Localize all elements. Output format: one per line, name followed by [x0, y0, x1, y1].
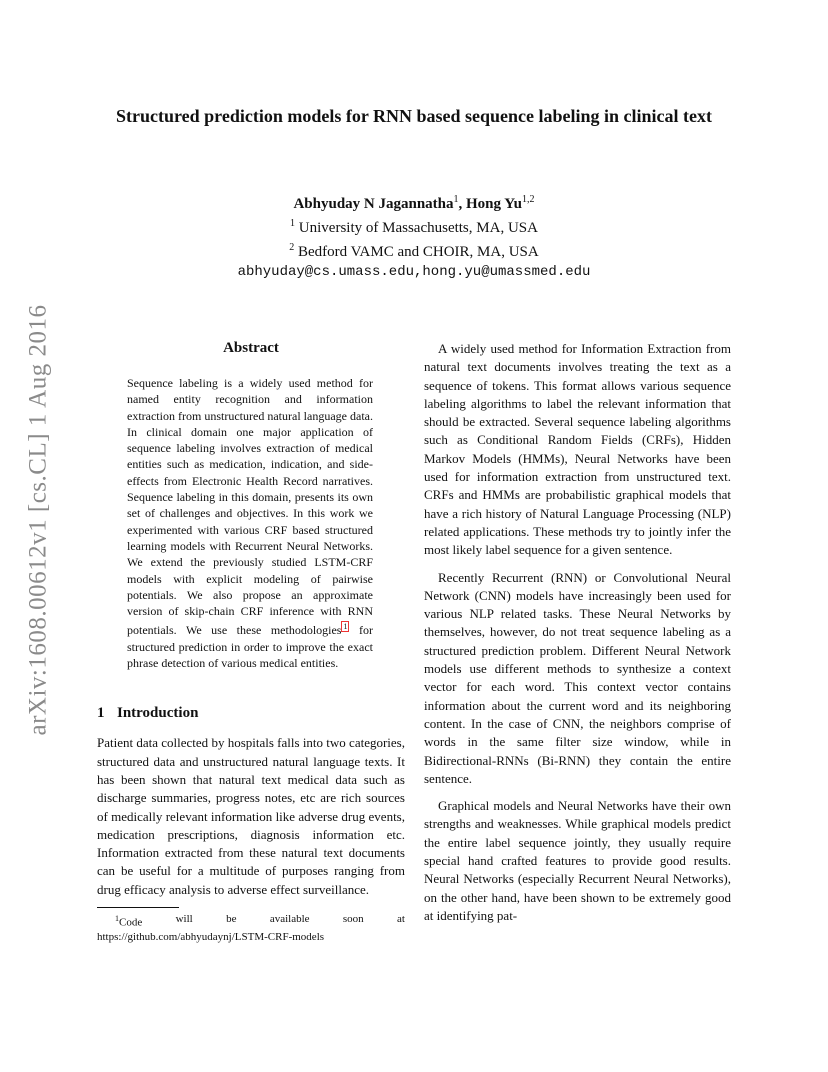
author-2: Hong Yu: [466, 196, 523, 212]
affiliation-1-mark: 1: [290, 218, 296, 229]
intro-paragraph-1: Patient data collected by hospitals falls into two categories, structured data and unstructured natural language texts. It has been shown that natural text medical data such as discharge summaries, progress notes, etc are rich sources of medically relevant information like adverse drug events, medication prescriptions, diagnosis information etc. Information extracted from these natural text documents can be useful for a multitude of purposes ranging from drug efficacy analysis to adverse effect surveillance.: [97, 735, 405, 897]
footnote-word-3: be: [226, 913, 237, 926]
footnote-word-6: at: [397, 913, 405, 926]
abstract-text-part2: for structured prediction in order to improve the exact phrase detection of various medical entities.: [127, 623, 373, 671]
footnote-line-1: [97, 912, 405, 930]
right-column: [424, 340, 731, 925]
footnote-word-1: $^1$Code: [115, 914, 143, 929]
paper-title: Structured prediction models for RNN based sequence labeling in clinical text: [116, 106, 712, 126]
footnote: [97, 912, 405, 944]
right-paragraph-1: A widely used method for Information Extraction from natural text documents involves treating the text as a sequence of tokens. This format allows various sequence labeling algorithms to label the relevant information that should be extracted. Several sequence labeling algorithms such as Conditional Random Fields (CRFs), Hidden Markov Models (HMMs), Neural Networks have been used for information extraction from unstructured text. CRFs and HMMs are probabilistic graphical models that have a rich history of Natural Language Processing (NLP) related applications. These methods try to jointly infer the most likely label sequence for a given sentence.: [424, 341, 731, 558]
section-number: 1: [97, 705, 105, 722]
affiliation-1-text: University of Massachusetts, MA, USA: [298, 220, 538, 236]
footnote-url[interactable]: https://github.com/abhyudaynj/LSTM-CRF-models: [97, 930, 325, 943]
right-paragraph-2: Recently Recurrent (RNN) or Convolutional Neural Network (CNN) models have increasingly been used for various NLP related tasks. These Neural Networks by themselves, however, do not treat sequence labeling as a structured prediction problem. Different Neural Network models use different methods to synthesize a context vector for each word. This context vector contains information about the current word and its neighboring content. In the case of CNN, the neighbors comprise of words in the same filter size window, while in Bidirectional-RNNs (Bi-RNN) they contain the entire sentence.: [424, 569, 731, 786]
section-title: Introduction: [117, 705, 199, 722]
arxiv-stamp-text: arXiv:1608.00612v1 [cs.CL] 1 Aug 2016: [24, 304, 51, 736]
footnote-word-5: soon: [342, 913, 364, 926]
footnote-divider: [97, 907, 179, 908]
abstract-text-part1: Sequence labeling is a widely used method for named entity recognition and information extraction from unstructured natural language data. In clinical domain one major application of sequence labeling involves extraction of medical entities such as medication, indication, and side-effects from Electronic Health Record narratives. Sequence labeling in this domain, presents its own set of challenges and objectives. In this work we experimented with various CRF based structured learning models with Recurrent Neural Networks. We extend the previously studied LSTM-CRF models with explicit modeling of pairwise potentials. We also propose an approximate version of skip-chain CRF inference with RNN potentials. We use these methodologies: [127, 376, 373, 638]
affiliation-2: [100, 238, 728, 262]
arxiv-stamp: [20, 285, 56, 755]
footnote-word-2: will: [175, 913, 193, 926]
footnote-mark: 1: [115, 914, 119, 924]
section-heading-introduction: [97, 705, 405, 722]
author-1-affil-mark: 1: [453, 194, 459, 205]
footnote-link[interactable]: 1: [343, 622, 348, 632]
author-2-affil-mark: 1,2: [522, 194, 535, 205]
affiliation-1: [100, 214, 728, 238]
affiliation-2-text: Bedford VAMC and CHOIR, MA, USA: [298, 244, 539, 260]
right-paragraph-3: Graphical models and Neural Networks have their own strengths and weaknesses. While graphical models predict the entire label sequence jointly, they usually require special hand crafted features to provide good results. Neural Networks (especially Recurrent Neural Networks), on the other hand, have been shown to be extremely good at identifying pat-: [424, 798, 731, 923]
left-column: [97, 340, 405, 944]
affiliation-2-mark: 2: [289, 242, 295, 253]
footnote-word-4: available: [269, 913, 310, 926]
abstract-heading: Abstract: [223, 340, 279, 356]
author-names: [100, 190, 728, 214]
author-block: [100, 190, 728, 282]
author-1: Abhyuday N Jagannatha: [293, 196, 454, 212]
abstract-text: [127, 375, 373, 671]
author-separator: ,: [458, 196, 467, 212]
author-emails: abhyuday@cs.umass.edu,hong.yu@umassmed.edu: [237, 264, 591, 280]
